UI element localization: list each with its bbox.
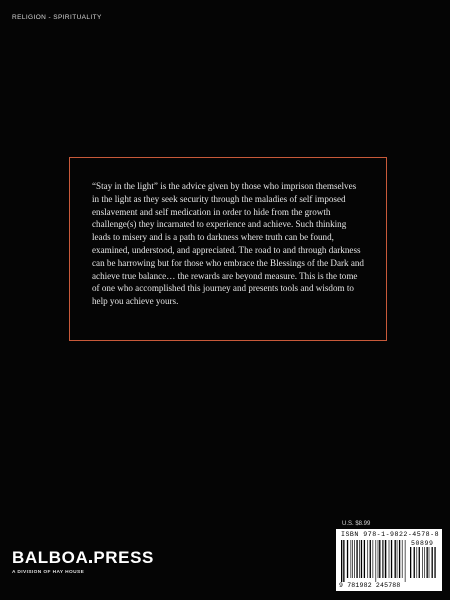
blurb-line: “Stay in the light” is the advice given by those who imprison themselves [92, 181, 357, 191]
barcode-bar [378, 540, 379, 578]
barcode-bar [352, 540, 353, 578]
barcode-bar [402, 540, 403, 578]
barcode-bar [364, 540, 365, 578]
barcode-bar [359, 540, 360, 578]
barcode-bar [395, 540, 396, 578]
barcode-bar [399, 540, 400, 578]
publisher-tagline: A DIVISION OF HAY HOUSE [12, 570, 85, 575]
barcode-bar [424, 547, 425, 578]
publisher-logo [12, 548, 154, 575]
blurb-line: of one who accomplished this journey and presents tools and wisdom to [92, 283, 354, 294]
barcode-bar [414, 547, 415, 578]
barcode-bar [379, 540, 380, 578]
barcode-bar [356, 540, 357, 578]
barcode-bar [343, 540, 344, 582]
barcode-bar [361, 540, 362, 578]
addon-barcode-icon [410, 547, 438, 582]
barcode-bar [416, 547, 417, 578]
barcode-bar [405, 540, 406, 582]
barcode-bar [429, 547, 430, 578]
barcode-bar [397, 540, 398, 578]
blurb-text [92, 180, 364, 308]
ean-barcode-icon [341, 540, 407, 582]
barcode-bar [389, 540, 390, 578]
barcode-bar [385, 540, 386, 578]
logo-dot-icon [89, 560, 92, 563]
barcode-bar [432, 547, 433, 578]
blurb-line: help you achieve yours. [92, 296, 179, 307]
barcode-bar [373, 540, 374, 578]
blurb-line: enslavement and self medication in order to hide from the growth [92, 206, 331, 217]
logo-word-right: PRESS [93, 548, 154, 567]
barcode-bar [341, 540, 342, 582]
isbn-text: ISBN 978-1-9822-4578-8 [341, 531, 440, 538]
barcode-bar [367, 540, 368, 578]
price-label: U.S. $8.99 [342, 521, 371, 527]
blurb-line: achieve true balance… the rewards are beyond measure. This is the tome [92, 270, 358, 281]
barcode-bar [347, 540, 348, 578]
barcode-bar [422, 547, 423, 578]
category-label: RELIGION - SPIRITUALITY [12, 14, 102, 21]
barcode-bar [391, 540, 392, 578]
barcode-bar [382, 540, 383, 578]
barcode-bar [384, 540, 385, 578]
logo-word-left: BALBOA [12, 548, 89, 567]
ean-number: 9 781982 245788 [339, 582, 401, 589]
barcode-bar [410, 547, 411, 578]
barcode-bar [419, 547, 420, 578]
blurb-line: in the light as they seek security through the maladies of self imposed [92, 193, 346, 204]
barcode-panel [336, 529, 442, 591]
barcode-bar [351, 540, 352, 578]
barcode-bar [354, 540, 355, 578]
barcode-bar [375, 540, 376, 582]
addon-number: 50899 [411, 540, 434, 547]
barcode-bar [370, 540, 371, 578]
barcode-bar [434, 547, 435, 578]
blurb-line: examined, understood, and appreciated. The road to and through darkness [92, 244, 361, 255]
blurb-line: leads to misery and is a path to darkness where truth can be found, [92, 232, 334, 243]
publisher-logo-wordmark [12, 548, 154, 568]
blurb-line: challenge(s) they incarnated to experience and achieve. Such thinking [92, 219, 347, 230]
blurb-line: can be harrowing but for those who embrace the Blessings of the Dark and [92, 257, 364, 268]
barcode-bar [427, 547, 428, 578]
